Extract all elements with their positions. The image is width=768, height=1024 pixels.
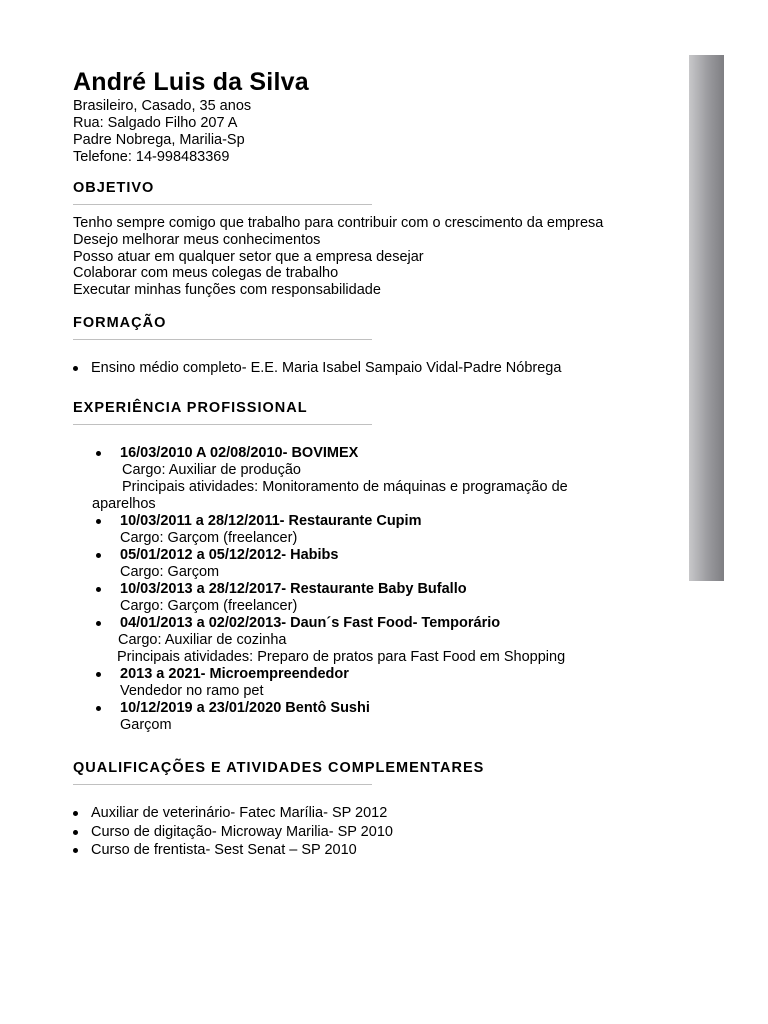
experience-detail: Cargo: Garçom (freelancer)	[120, 530, 298, 546]
experience-detail: Cargo: Auxiliar de produção	[122, 462, 301, 478]
section-qualificacoes	[73, 760, 673, 860]
bullet-icon	[96, 519, 101, 524]
bullet-icon	[73, 830, 78, 835]
bullet-icon	[96, 587, 101, 592]
qualificacao-item-text: Curso de frentista- Sest Senat – SP 2010	[91, 842, 357, 858]
objetivo-text	[73, 215, 673, 299]
experience-detail: Principais atividades: Preparo de pratos para Fast Food em Shopping	[117, 649, 566, 665]
experience-detail: Cargo: Auxiliar de cozinha	[118, 632, 287, 648]
bullet-icon	[73, 848, 78, 853]
experience-heading: 10/03/2011 a 28/12/2011- Restaurante Cupim	[120, 513, 422, 529]
qualificacao-item-text: Auxiliar de veterinário- Fatec Marília- SP 2012	[91, 805, 388, 821]
experience-heading: 05/01/2012 a 05/12/2012- Habibs	[120, 547, 339, 563]
qualificacao-item-text: Curso de digitação- Microway Marilia- SP 2010	[91, 823, 393, 840]
experience-entry	[73, 513, 673, 547]
formacao-list	[73, 359, 673, 378]
experience-entry	[73, 445, 673, 513]
section-divider	[73, 204, 372, 205]
contact-personal: Brasileiro, Casado, 35 anos	[73, 98, 252, 114]
section-formacao	[73, 315, 673, 378]
contact-phone: Telefone: 14-998483369	[73, 149, 230, 165]
section-experiencia	[73, 400, 673, 734]
section-title-qualificacoes: QUALIFICAÇÕES E ATIVIDADES COMPLEMENTARES	[73, 760, 485, 776]
experience-heading: 04/01/2013 a 02/02/2013- Daun´s Fast Food- Temporário	[120, 615, 501, 631]
section-divider	[73, 784, 372, 785]
decorative-side-bar	[689, 55, 724, 581]
experience-detail: Cargo: Garçom (freelancer)	[120, 598, 298, 614]
experiencia-list	[73, 445, 673, 734]
section-title-formacao: FORMAÇÃO	[73, 315, 167, 331]
list-item	[73, 841, 673, 860]
experience-entry	[73, 547, 673, 581]
experience-entry	[73, 666, 673, 700]
formacao-item-text: Ensino médio completo- E.E. Maria Isabel Sampaio Vidal-Padre Nóbrega	[91, 360, 562, 376]
objetivo-line: Colaborar com meus colegas de trabalho	[73, 265, 339, 282]
experience-detail: Garçom	[120, 717, 172, 733]
list-item	[73, 804, 673, 823]
bullet-icon	[96, 621, 101, 626]
section-title-experiencia: EXPERIÊNCIA PROFISSIONAL	[73, 400, 308, 416]
experience-entry	[73, 615, 673, 666]
experience-heading: 10/03/2013 a 28/12/2017- Restaurante Baby Bufallo	[120, 581, 467, 597]
experience-entry	[73, 581, 673, 615]
contact-street: Rua: Salgado Filho 207 A	[73, 115, 238, 131]
experience-entry	[73, 700, 673, 734]
contact-city: Padre Nobrega, Marilia-Sp	[73, 132, 245, 148]
bullet-icon	[96, 706, 101, 711]
section-divider	[73, 339, 372, 340]
bullet-icon	[96, 672, 101, 677]
list-item	[73, 359, 673, 378]
bullet-icon	[73, 366, 78, 371]
experience-detail: Vendedor no ramo pet	[120, 683, 264, 699]
experience-detail: Principais atividades: Monitoramento de máquinas e programação de	[122, 479, 568, 495]
candidate-name: André Luis da Silva	[73, 68, 309, 96]
bullet-icon	[73, 811, 78, 816]
experience-heading: 10/12/2019 a 23/01/2020 Bentô Sushi	[120, 700, 370, 716]
experience-detail: Cargo: Garçom	[120, 564, 220, 580]
bullet-icon	[96, 553, 101, 558]
objetivo-line: Desejo melhorar meus conhecimentos	[73, 231, 321, 248]
experience-heading: 2013 a 2021- Microempreendedor	[120, 666, 349, 682]
section-divider	[73, 424, 372, 425]
section-title-objetivo: OBJETIVO	[73, 180, 155, 196]
experience-heading: 16/03/2010 A 02/08/2010- BOVIMEX	[120, 445, 359, 461]
resume-header	[73, 67, 673, 166]
objetivo-line: Tenho sempre comigo que trabalho para contribuir com o crescimento da empresa	[73, 215, 604, 231]
section-objetivo	[73, 180, 673, 299]
qualificacoes-list	[73, 804, 673, 860]
objetivo-line: Posso atuar em qualquer setor que a empresa desejar	[73, 248, 424, 265]
objetivo-line: Executar minhas funções com responsabilidade	[73, 282, 381, 299]
bullet-icon	[96, 451, 101, 456]
list-item	[73, 823, 673, 842]
experience-detail-wrap: aparelhos	[92, 496, 156, 512]
